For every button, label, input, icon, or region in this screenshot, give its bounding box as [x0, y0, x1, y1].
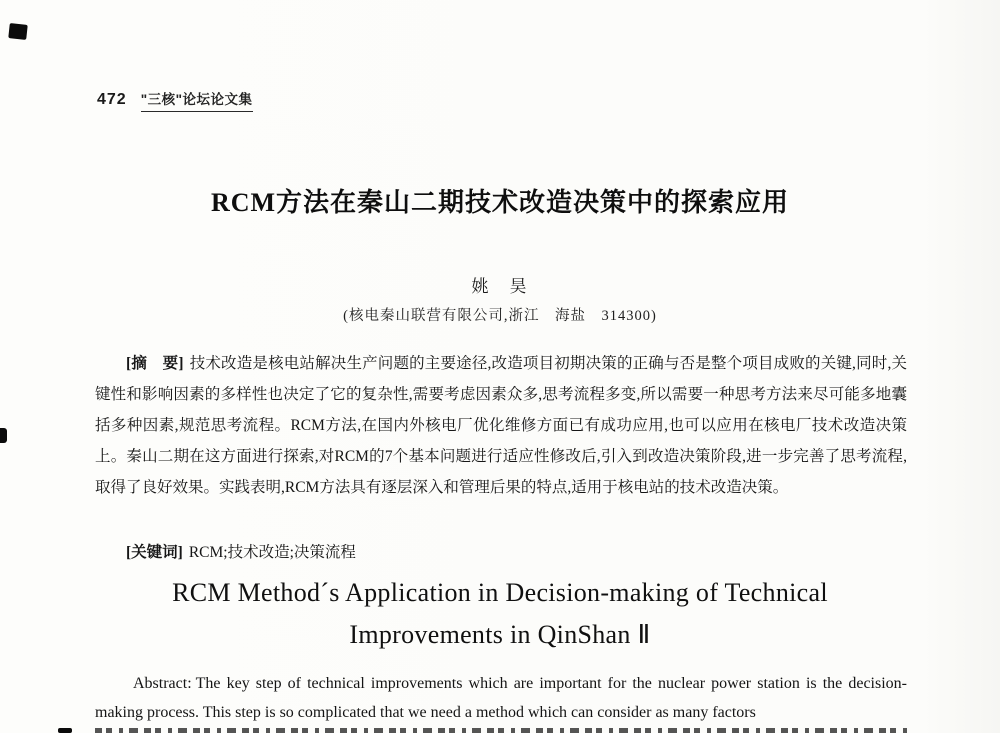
page-number: 472	[97, 91, 127, 108]
keywords-label: [关键词]	[126, 544, 183, 561]
paper-title-english-line1: RCM Method´s Application in Decision-making of Technical	[172, 578, 828, 607]
running-head	[97, 88, 253, 109]
author-name: 姚 昊	[471, 277, 529, 296]
proceedings-title: "三核"论坛论文集	[141, 92, 253, 112]
author-affiliation: (核电秦山联营有限公司,浙江 海盐 314300)	[343, 308, 657, 324]
scan-artifact-left-edge	[0, 428, 7, 443]
scan-artifact-corner	[8, 23, 27, 40]
abstract-label: [摘 要]	[126, 355, 184, 372]
keywords-line	[95, 540, 907, 562]
abstract-english-label: Abstract:	[133, 675, 192, 692]
abstract-chinese	[95, 348, 907, 503]
keywords-text: RCM;技术改造;决策流程	[188, 544, 356, 561]
paper-title-english-line2: Improvements in QinShan Ⅱ	[349, 620, 651, 649]
paper-title-english	[0, 572, 1000, 656]
abstract-english-text: The key step of technical improvements which are important for the nuclear power station is the decision-making process. This step is so complicated that we need a method which can consider as many factors	[95, 675, 907, 721]
abstract-english	[95, 669, 907, 727]
scan-artifact-bottom-edge	[58, 728, 72, 733]
abstract-chinese-text: 技术改造是核电站解决生产问题的主要途径,改造项目初期决策的正确与否是整个项目成败的关键,同时,关键性和影响因素的多样性也决定了它的复杂性,需要考虑因素众多,思考流程多变,所以需要一种思考方法来尽可能多地囊括多种因素,规范思考流程。RCM方法,在国内外核电厂优化维修方面已有成功应用,也可以应用在核电厂技术改造决策上。秦山二期在这方面进行探索,对RCM的7个基本问题进行适应性修改后,引入到改造决策阶段,进一步完善了思考流程,取得了良好效果。实践表明,RCM方法具有逐层深入和管理后果的特点,适用于核电站的技术改造决策。	[95, 355, 907, 496]
paper-title-chinese: RCM方法在秦山二期技术改造决策中的探索应用	[210, 188, 790, 217]
cutoff-text-line	[95, 728, 907, 733]
